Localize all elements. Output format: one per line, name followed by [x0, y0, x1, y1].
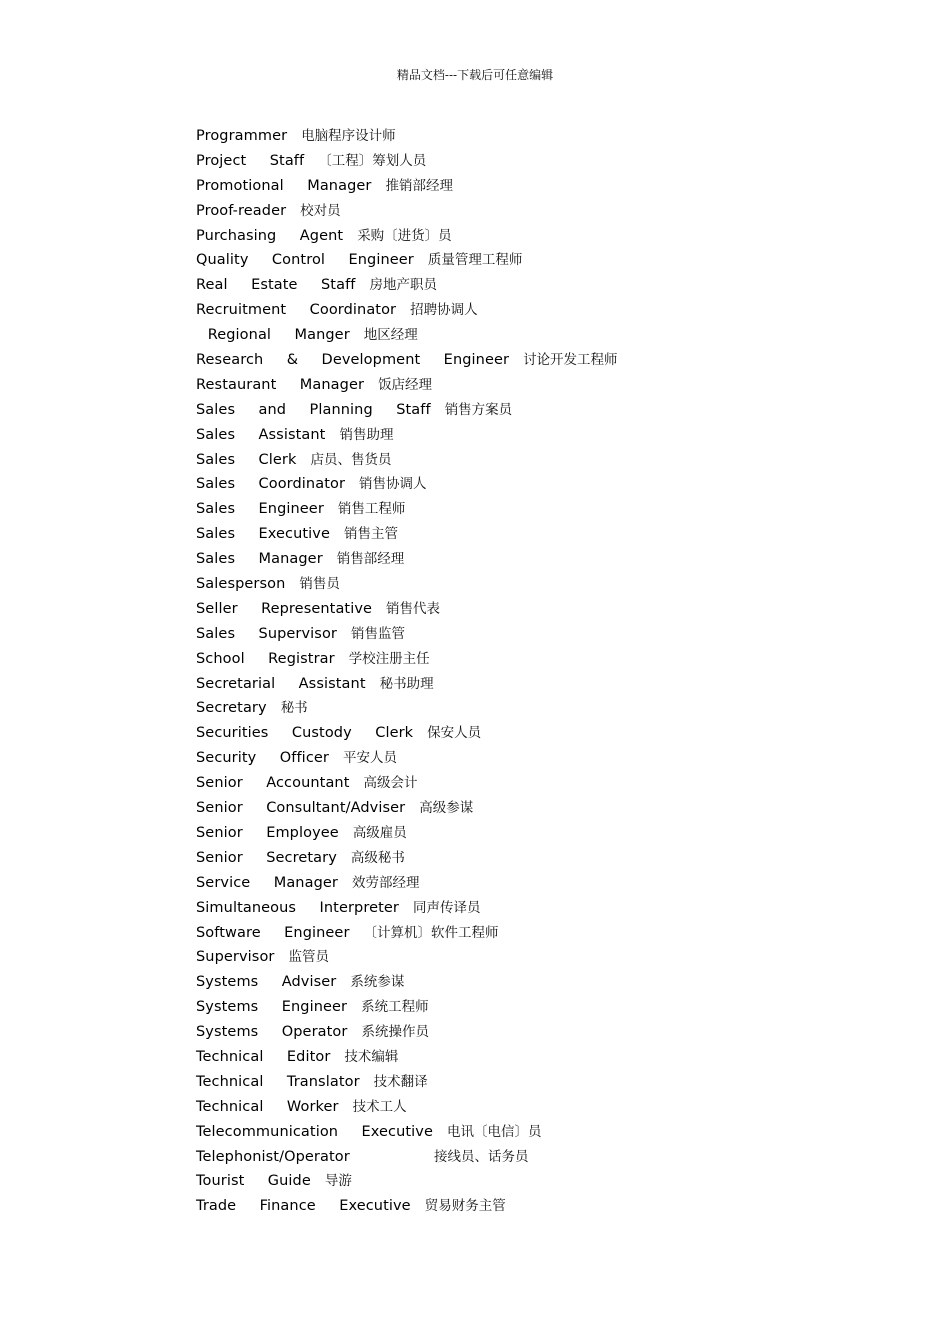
term-row [196, 647, 618, 672]
term-chinese: 店员、售货员 [310, 451, 392, 468]
term-row [196, 821, 618, 846]
term-row [196, 373, 618, 398]
term-row [196, 348, 618, 373]
term-row [196, 622, 618, 647]
term-chinese: 学校注册主任 [348, 650, 430, 667]
term-chinese: 〔计算机〕软件工程师 [363, 924, 499, 941]
term-row [196, 1020, 618, 1045]
term-row [196, 1095, 618, 1120]
term-chinese: 高级雇员 [352, 824, 407, 841]
term-chinese: 电脑程序设计师 [301, 128, 396, 144]
term-row [196, 572, 618, 597]
term-english: Purchasing Agent [196, 227, 344, 244]
term-chinese: 系统工程师 [361, 999, 429, 1016]
term-english: Sales Coordinator [196, 476, 346, 493]
term-chinese: 销售协调人 [359, 476, 427, 493]
term-english: Proof-reader [196, 202, 287, 219]
term-row [196, 672, 618, 697]
term-row [196, 696, 618, 721]
term-english: Trade Finance Executive [196, 1198, 411, 1215]
term-list [196, 124, 618, 1219]
term-chinese: 技术编辑 [344, 1048, 399, 1065]
term-chinese: 技术翻译 [373, 1073, 428, 1090]
term-english: Telecommunication Executive [196, 1123, 434, 1140]
term-row [196, 796, 618, 821]
term-chinese: 秘书助理 [379, 675, 434, 692]
term-english: Salesperson [196, 576, 286, 593]
term-chinese: 高级秘书 [350, 849, 405, 866]
term-chinese: 采购〔进货〕员 [357, 227, 452, 244]
term-chinese: 接线员、话务员 [434, 1148, 529, 1165]
term-row [196, 597, 618, 622]
term-chinese: 贸易财务主管 [424, 1198, 506, 1215]
term-english: Promotional Manager [196, 177, 372, 194]
term-row [196, 298, 618, 323]
term-row [196, 846, 618, 871]
term-chinese: 销售方案员 [444, 401, 513, 418]
term-row [196, 970, 618, 995]
term-chinese: 销售工程师 [337, 501, 406, 518]
term-english: Systems Operator [196, 1024, 348, 1041]
term-chinese: 高级参谋 [419, 800, 474, 817]
term-english: Sales Engineer [196, 501, 324, 518]
term-row [196, 323, 618, 348]
term-english: Technical Worker [196, 1098, 339, 1115]
term-english: Sales Clerk [196, 451, 297, 468]
term-row [196, 199, 618, 224]
term-english: Real Estate Staff [196, 277, 356, 294]
term-row [196, 871, 618, 896]
term-english: Sales Assistant [196, 426, 326, 443]
term-english: Systems Engineer [196, 999, 348, 1016]
term-chinese: 销售主管 [344, 526, 399, 543]
term-row [196, 1145, 618, 1170]
term-chinese: 导游 [324, 1173, 352, 1190]
term-row [196, 1120, 618, 1145]
term-chinese: 销售监管 [351, 625, 405, 642]
term-row [196, 472, 618, 497]
term-english: Sales and Planning Staff [196, 401, 431, 418]
term-english: Secretary [196, 700, 267, 717]
term-english: Senior Secretary [196, 849, 337, 866]
term-english: Regional Manger [196, 327, 350, 344]
term-row [196, 124, 618, 149]
term-chinese: 推销部经理 [385, 177, 453, 194]
term-chinese: 效劳部经理 [351, 874, 420, 891]
term-row [196, 945, 618, 970]
term-row [196, 248, 618, 273]
term-chinese: 讨论开发工程师 [523, 352, 618, 369]
term-chinese: 饭店经理 [378, 376, 433, 393]
term-row [196, 1070, 618, 1095]
term-english: Security Officer [196, 750, 329, 767]
term-english: School Registrar [196, 650, 335, 667]
term-english: Technical Editor [196, 1048, 331, 1065]
term-row [196, 448, 618, 473]
term-english: Research & Development Engineer [196, 352, 510, 369]
term-row [196, 398, 618, 423]
term-english: Service Manager [196, 874, 338, 891]
term-row [196, 174, 618, 199]
term-row [196, 746, 618, 771]
term-english: Sales Executive [196, 526, 331, 543]
page-header: 精品文档---下载后可任意编辑 [396, 68, 554, 82]
term-chinese: 保安人员 [427, 725, 482, 742]
term-row [196, 771, 618, 796]
term-chinese: 电讯〔电信〕员 [447, 1123, 542, 1140]
term-english: Recruitment Coordinator [196, 302, 397, 319]
term-chinese: 招聘协调人 [410, 302, 478, 319]
term-english: Systems Adviser [196, 974, 337, 991]
term-chinese: 销售代表 [386, 600, 441, 617]
term-row [196, 273, 618, 298]
term-chinese: 系统参谋 [350, 974, 405, 991]
term-english: Supervisor [196, 949, 275, 966]
term-english: Sales Manager [196, 551, 323, 568]
term-chinese: 〔工程〕筹划人员 [318, 152, 427, 169]
term-row [196, 1169, 618, 1194]
term-chinese: 质量管理工程师 [427, 252, 523, 269]
term-english: Quality Control Engineer [196, 252, 414, 269]
term-english: Secretarial Assistant [196, 675, 366, 692]
term-chinese: 秘书 [280, 700, 308, 717]
term-english: Senior Consultant/Adviser [196, 800, 406, 817]
term-chinese: 同声传译员 [412, 899, 481, 916]
term-row [196, 1194, 618, 1219]
term-chinese: 监管员 [288, 949, 329, 966]
term-english: Telephonist/Operator [196, 1148, 421, 1165]
term-row [196, 547, 618, 572]
term-english: Senior Employee [196, 824, 339, 841]
term-english: Project Staff [196, 152, 305, 169]
term-row [196, 995, 618, 1020]
term-row [196, 497, 618, 522]
term-row [196, 921, 618, 946]
term-chinese: 销售员 [299, 576, 340, 593]
term-english: Sales Supervisor [196, 625, 337, 642]
term-row [196, 423, 618, 448]
term-chinese: 销售部经理 [336, 551, 405, 568]
term-english: Securities Custody Clerk [196, 725, 414, 742]
term-row [196, 149, 618, 174]
term-row [196, 1045, 618, 1070]
term-chinese: 系统操作员 [361, 1024, 429, 1041]
term-chinese: 房地产职员 [369, 277, 437, 294]
term-english: Restaurant Manager [196, 376, 365, 393]
term-chinese: 地区经理 [363, 327, 418, 344]
term-chinese: 销售助理 [339, 426, 394, 443]
term-english: Tourist Guide [196, 1173, 311, 1190]
term-chinese: 技术工人 [352, 1098, 407, 1115]
term-row [196, 896, 618, 921]
term-english: Senior Accountant [196, 775, 350, 792]
term-row [196, 224, 618, 249]
term-chinese: 平安人员 [342, 750, 397, 767]
term-chinese: 校对员 [300, 202, 341, 219]
term-english: Seller Representative [196, 600, 373, 617]
term-row [196, 721, 618, 746]
term-row [196, 522, 618, 547]
term-english: Technical Translator [196, 1073, 360, 1090]
term-english: Programmer [196, 128, 288, 144]
term-chinese: 高级会计 [363, 775, 418, 792]
term-english: Simultaneous Interpreter [196, 899, 399, 916]
term-english: Software Engineer [196, 924, 350, 941]
